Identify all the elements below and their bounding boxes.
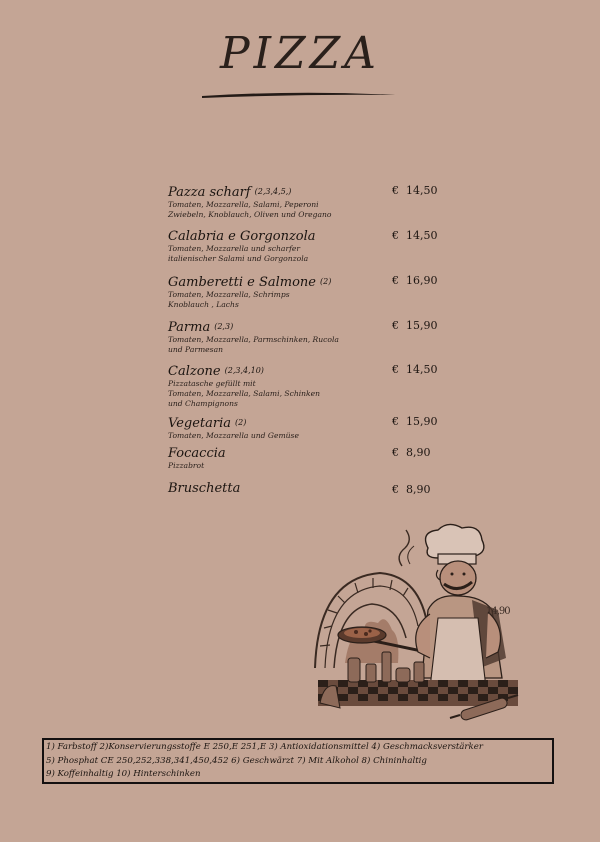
- item-description: Pizzatasche gefüllt mit: [168, 379, 256, 388]
- item-price: € 14,50: [392, 184, 438, 197]
- item-description: Tomaten, Mozzarella, Schrimps: [168, 290, 290, 299]
- legend-line: 9) Koffeinhaltig 10) Hinterschinken: [46, 769, 201, 779]
- item-price: € 14,50: [392, 363, 438, 376]
- title-underline: [200, 91, 398, 99]
- item-additive-codes: (2,3,4,5,): [254, 187, 292, 196]
- menu-item: [168, 415, 438, 441]
- item-description: Pizzabrot: [168, 461, 205, 470]
- item-name: Focaccia: [168, 446, 226, 461]
- item-name: Pazza scharf: [168, 185, 251, 200]
- item-name: Vegetaria: [168, 416, 232, 431]
- item-price: € 15,90: [392, 415, 438, 428]
- item-description: Knoblauch , Lachs: [168, 300, 239, 309]
- menu-item: [168, 229, 438, 264]
- item-price: € 14,50: [392, 229, 438, 242]
- item-price: € 16,90: [392, 274, 438, 287]
- item-name: Calzone: [168, 364, 221, 379]
- legend-line: 1) Farbstoff 2)Konservierungsstoffe E 250,E 251,E 3) Antioxidationsmittel 4) Geschmacksverstärker: [46, 742, 483, 752]
- item-name: Calabria e Gorgonzola: [168, 229, 316, 244]
- item-description: und Champignons: [168, 399, 238, 408]
- item-name: Bruschetta: [168, 481, 241, 496]
- pizza-chef-illustration: [310, 518, 525, 728]
- menu-item: [168, 274, 438, 310]
- item-price: € 8,90: [392, 446, 431, 459]
- item-name: Gamberetti e Salmone: [168, 275, 316, 290]
- legend-line: 5) Phosphat CE 250,252,338,341,450,452 6) Geschwärzt 7) Mit Alkohol 8) Chininhaltig: [46, 755, 427, 766]
- overlapping-price-text: 14,90: [486, 606, 510, 617]
- item-additive-codes: (2,3,4,10): [224, 366, 264, 375]
- item-additive-codes: (2): [235, 418, 247, 427]
- menu-item: [168, 363, 438, 409]
- item-description: Tomaten, Mozzarella und scharfer: [168, 244, 301, 253]
- item-additive-codes: (2): [319, 277, 332, 286]
- menu-item: [168, 481, 438, 496]
- menu-item: [168, 446, 438, 471]
- item-description: und Parmesan: [168, 345, 223, 354]
- menu-title: PIZZA: [220, 28, 380, 79]
- item-price: € 15,90: [392, 319, 438, 332]
- item-description: Tomaten, Mozzarella, Salami, Schinken: [168, 389, 321, 398]
- item-description: italienischer Salami und Gorgonzola: [168, 254, 309, 263]
- item-description: Tomaten, Mozzarella und Gemüse: [168, 431, 299, 440]
- item-description: Tomaten, Mozzarella, Salami, Peperoni: [168, 200, 319, 209]
- item-description: Zwiebeln, Knoblauch, Oliven und Oregano: [168, 210, 332, 219]
- item-price: € 8,90: [392, 483, 431, 496]
- item-additive-codes: (2,3): [214, 322, 234, 331]
- menu-item: [168, 319, 438, 355]
- menu-item: [168, 184, 438, 220]
- item-name: Parma: [168, 320, 211, 335]
- additives-legend: [42, 738, 554, 784]
- item-description: Tomaten, Mozzarella, Parmschinken, Rucola: [168, 335, 339, 344]
